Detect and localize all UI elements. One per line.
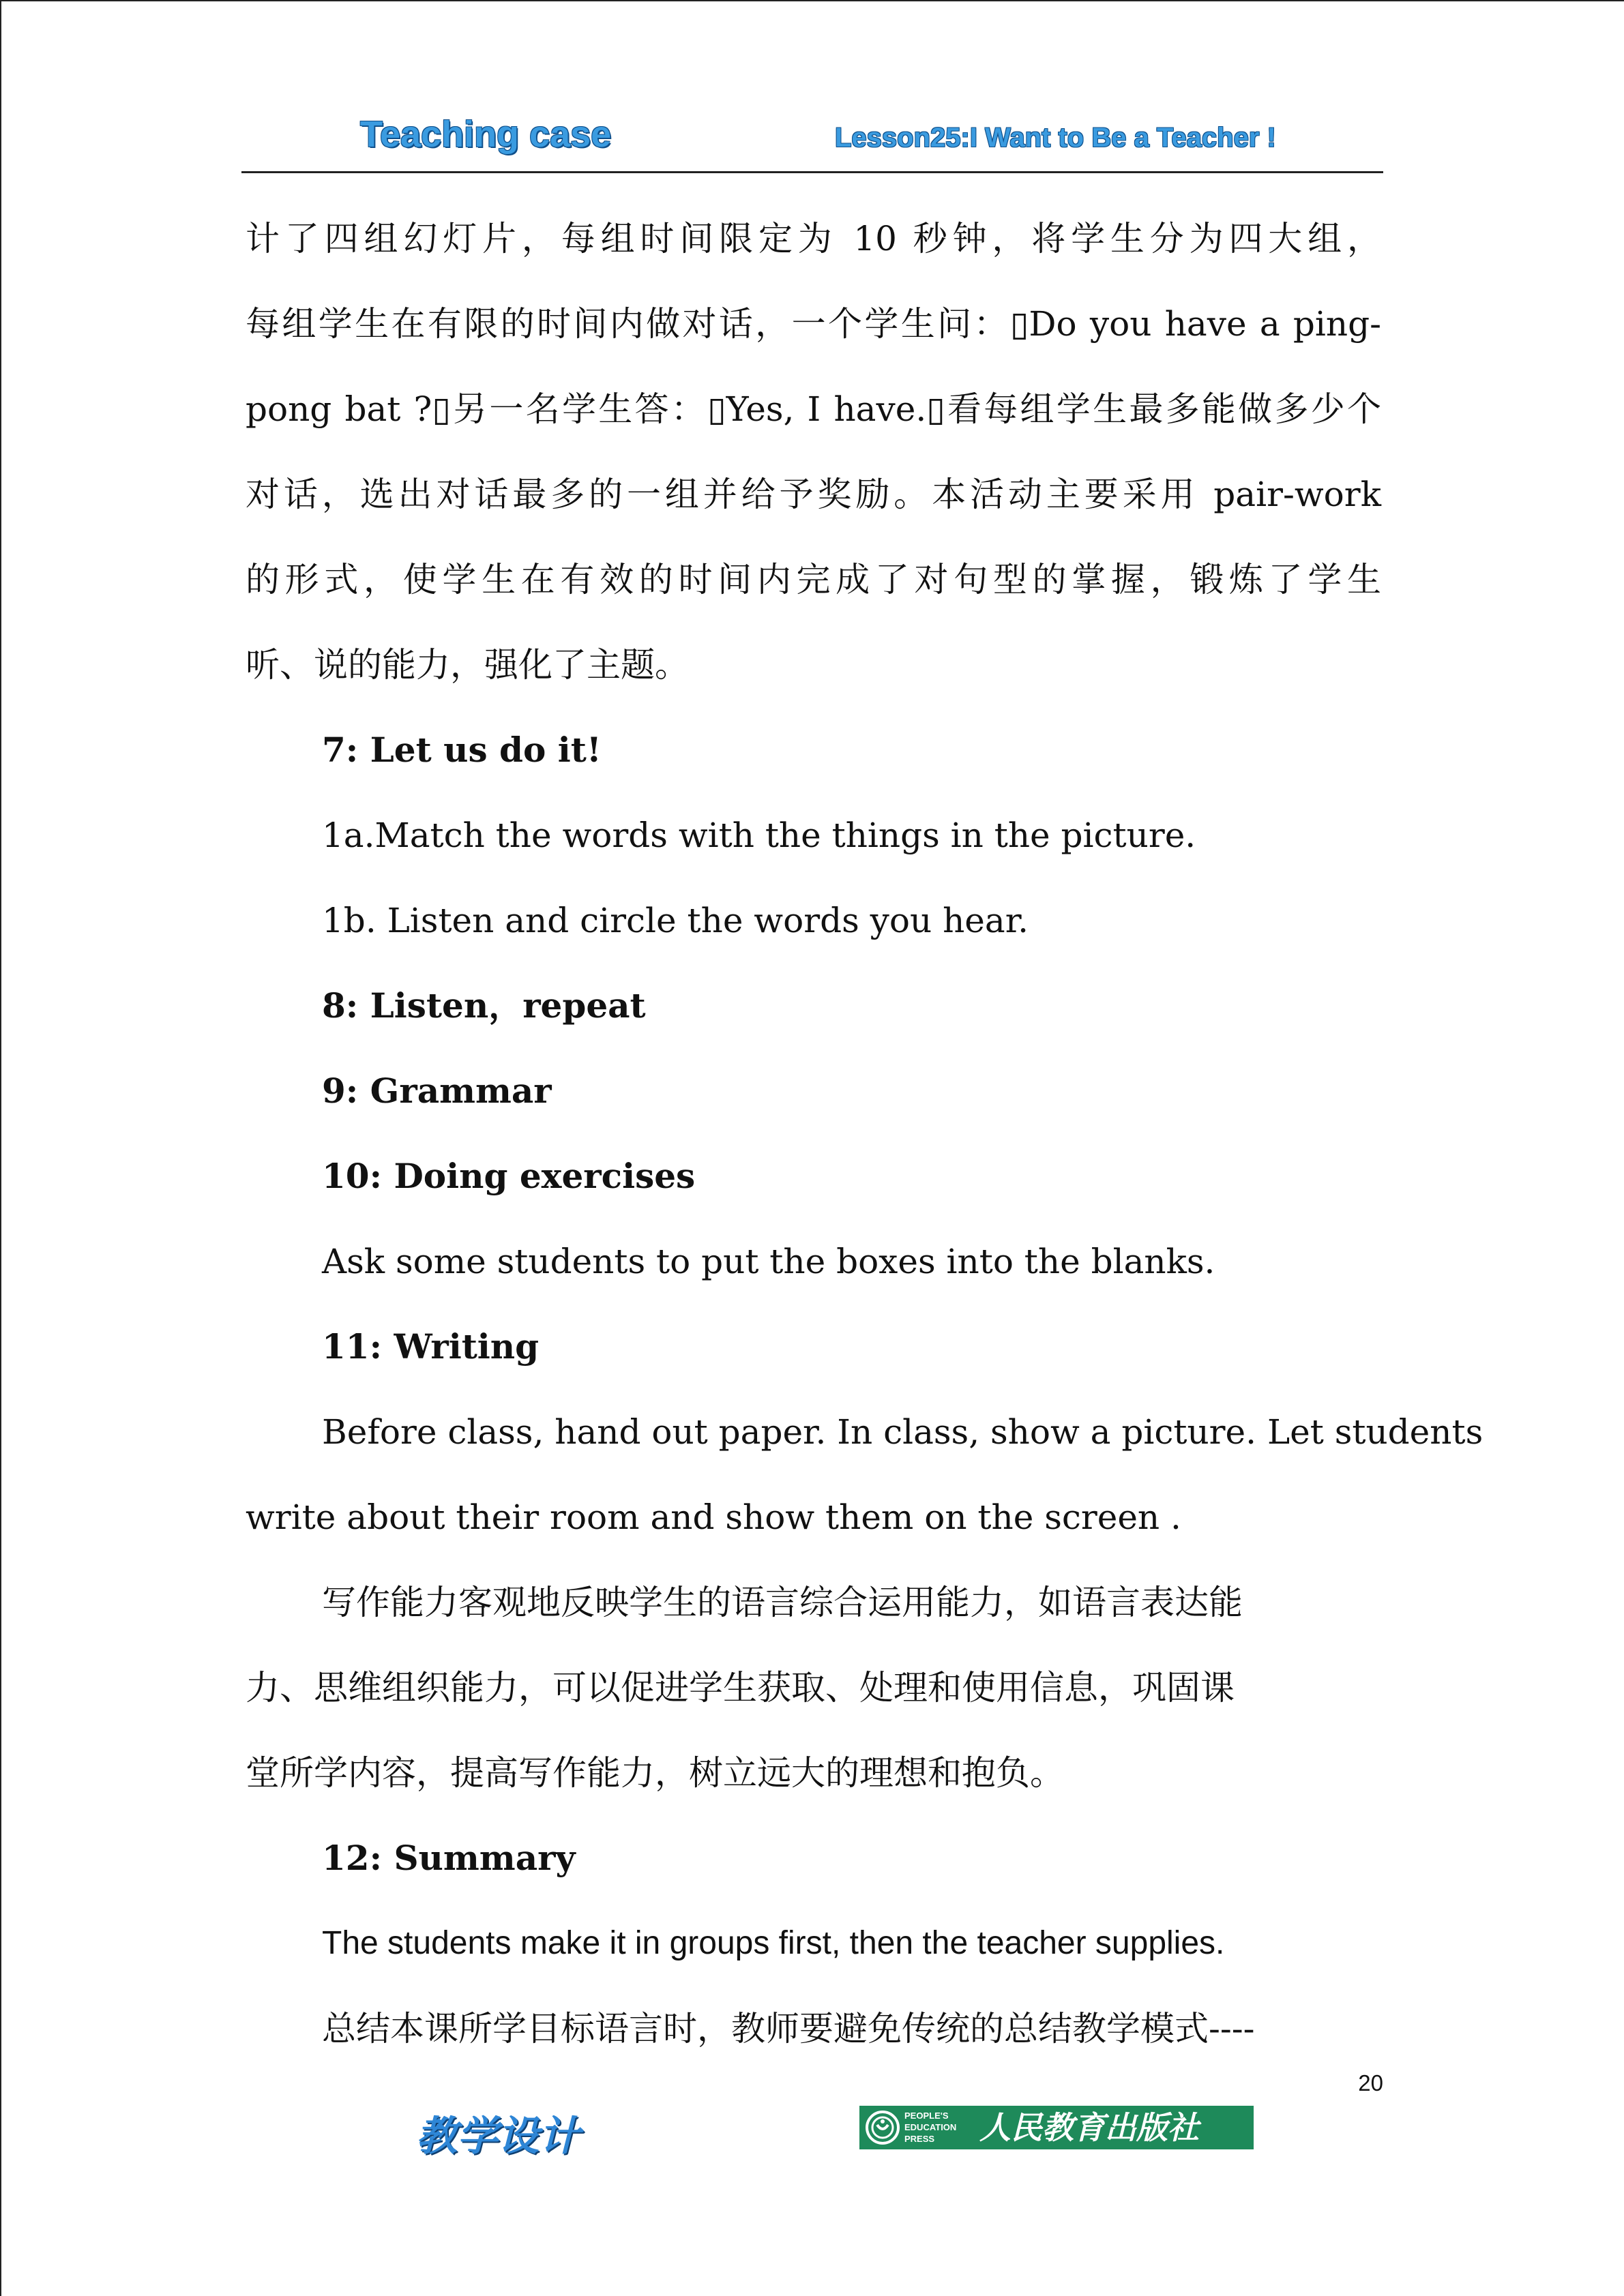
exercise-instruction: Ask some students to put the boxes into the blanks. — [322, 1242, 1215, 1281]
publisher-chinese-name: 人民教育出版社 — [979, 2109, 1199, 2146]
publisher-logo — [859, 2106, 1254, 2149]
heading-let-us-do-it: 7: Let us do it! — [322, 730, 602, 770]
heading-writing: 11: Writing — [322, 1326, 540, 1367]
writing-note-line-1: 写作能力客观地反映学生的语言综合运用能力，如语言表达能 — [322, 1583, 1243, 1622]
summary-line-1: The students make it in groups first, then the teacher supplies. — [322, 1925, 1225, 1961]
paragraph-line-3: pong bat ?▯另一名学生答：▯Yes, I have.▯看每组学生最多能做多少个 — [246, 389, 1381, 429]
summary-line-2: 总结本课所学目标语言时，教师要避免传统的总结教学模式---- — [322, 2009, 1255, 2048]
header-left-title: Teaching case — [360, 114, 612, 155]
teaching-design-logo: 教学设计 — [416, 2113, 580, 2160]
paragraph-line-1: 计了四组幻灯片，每组时间限定为 10 秒钟，将学生分为四大组， — [246, 219, 1381, 258]
writing-note-line-3: 堂所学内容，提高写作能力，树立远大的理想和抱负。 — [246, 1753, 1064, 1793]
header-divider — [241, 171, 1383, 173]
heading-listen-repeat: 8: Listen，repeat — [322, 985, 646, 1026]
paragraph-line-2: 每组学生在有限的时间内做对话，一个学生问：▯Do you have a ping- — [246, 304, 1381, 344]
header-right-title: Lesson25:I Want to Be a Teacher ! — [835, 123, 1276, 153]
writing-note-line-2: 力、思维组织能力，可以促进学生获取、处理和使用信息，巩固课 — [246, 1668, 1235, 1708]
heading-doing-exercises: 10: Doing exercises — [322, 1156, 696, 1196]
writing-line-2: write about their room and show them on the screen . — [246, 1497, 1181, 1537]
task-1a: 1a.Match the words with the things in the picture. — [322, 816, 1196, 855]
publisher-english-name: PEOPLE'S EDUCATION PRESS — [904, 2111, 957, 2144]
heading-summary: 12: Summary — [322, 1838, 576, 1878]
heading-grammar: 9: Grammar — [322, 1071, 552, 1111]
task-1b: 1b. Listen and circle the words you hear. — [322, 901, 1029, 940]
pep-emblem-icon — [865, 2110, 900, 2145]
paragraph-line-5: 的形式，使学生在有效的时间内完成了对句型的掌握，锻炼了学生 — [246, 560, 1381, 599]
page-number: 20 — [1358, 2070, 1383, 2096]
paragraph-line-6: 听、说的能力，强化了主题。 — [246, 645, 689, 685]
paragraph-line-4: 对话，选出对话最多的一组并给予奖励。本活动主要采用 pair-work — [246, 475, 1381, 514]
writing-line-1: Before class, hand out paper. In class, show a picture. Let students — [322, 1412, 1483, 1452]
